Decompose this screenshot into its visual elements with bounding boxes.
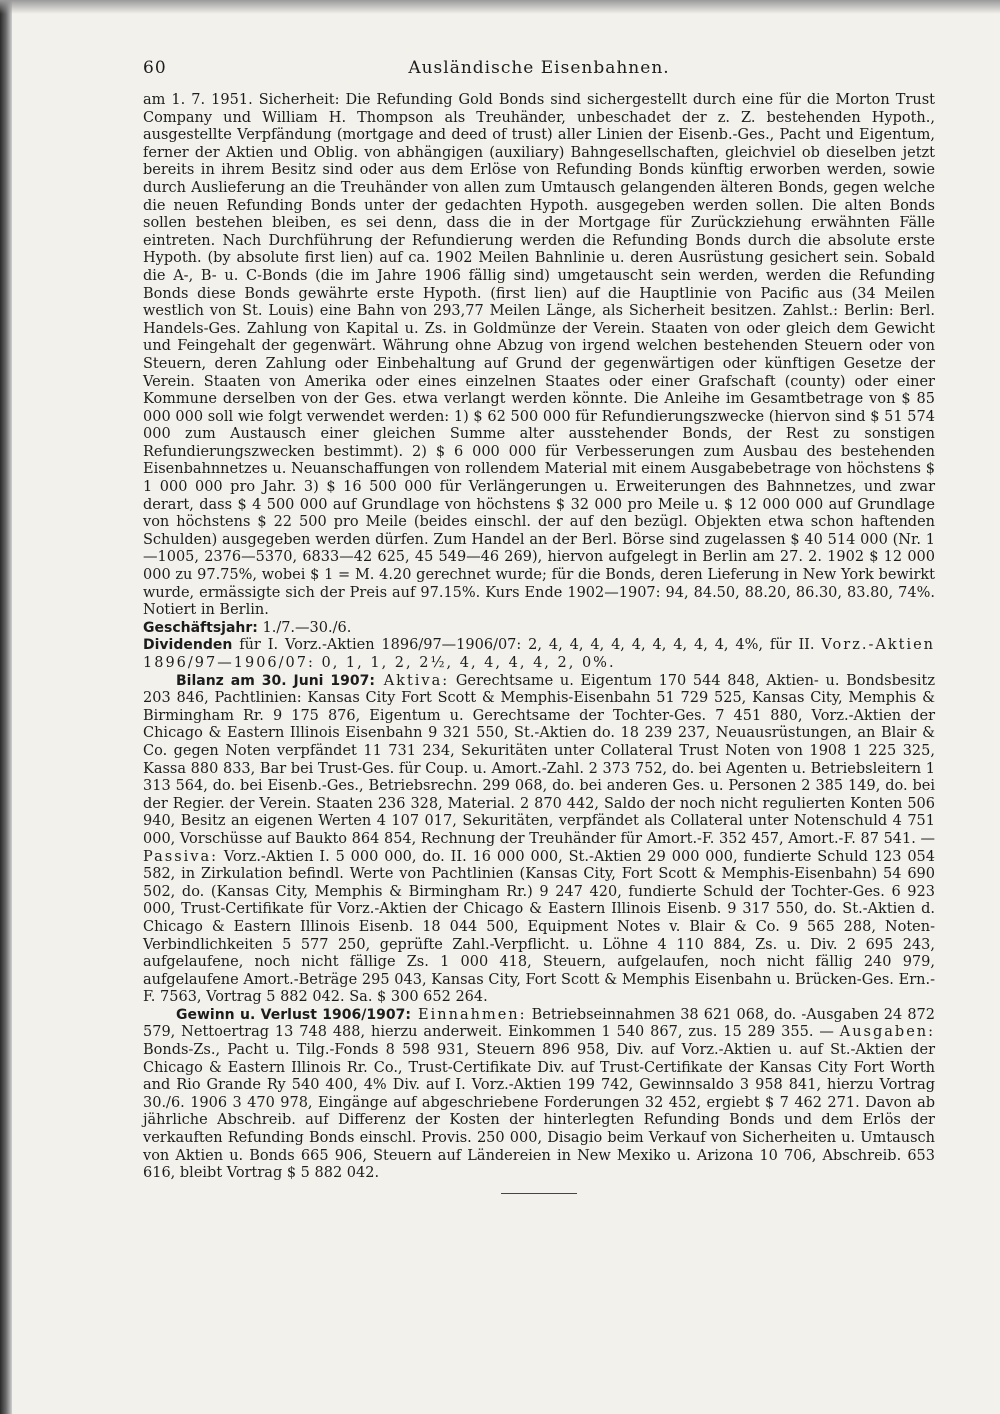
expenses-text: Bonds-Zs., Pacht u. Tilg.-Fonds 8 598 931, Steuern 896 958, Div. auf Vorz.-Aktien u. auf St.-Aktien der Chicago & Eastern Illinois Rr. Co., Trust-Certifikate Div. auf Trust-Certifikate der Kansas City Fort Worth and Rio Grande Ry 540 400, 4% Div. auf I. Vorz.-Aktien 199 742, Gewinnsaldo 3 958 841, hierzu Vortrag 30./6. 1906 3 470 978, Eingänge auf abgeschriebene Forderungen 32 452, ergiebt $ 7 462 271. Davon ab jährliche Abschreib. auf Differenz der Kosten der hinterlegten Refunding Bonds und dem Erlös der verkauften Refunding Bonds einschl. Provis. 250 000, Disagio beim Verkauf von Sicherheiten u. Umtausch von Aktien u. Bonds 665 906, Steuern auf Ländereien in New Mexiko u. Arizona 10 706, Abschreib. 653 616, bleibt Vortrag $ 5 882 042. [143,1042,935,1182]
assets-text: Gerechtsame u. Eigentum 170 544 848, Aktien- u. Bondsbesitz 203 846, Pachtlinien: Kansas City Fort Scott & Memphis-Eisenbahn 51 729 525, Kansas City, Memphis & Birmingham Rr. 9 175 876, Eigentum u. Gerechtsame der Tochter-Ges. 7 451 880, Vorz.-Aktien der Chicago & Eastern Illinois Eisenbahn 9 321 550, St.-Aktien do. 18 239 237, Neuausrüstungen, an Blair & Co. gegen Noten verpfändet 11 731 234, Sekuritäten unter Collateral Trust Noten von 1908 1 225 325, Kassa 880 833, Bar bei Trust-Ges. für Coup. u. Amort.-Zahl. 2 373 752, do. bei Agenten u. Betriebsleitern 1 313 564, do. bei Eisenb.-Ges., Betriebsrechn. 299 068, do. bei anderen Ges. u. Personen 2 385 149, do. bei der Regier. der Verein. Staaten 236 328, Material. 2 870 442, Saldo der noch nicht regulierten Konten 506 940, Besitz an eigenen Werten 4 107 017, Sekuritäten, verpfändet als Collateral unter Notenschuld 4 751 000, Vorschüsse auf Baukto 864 854, Rechnung der Treuhänder für Amort.-F. 352 457, Amort.-F. 87 541. — [143,672,935,847]
fiscal-year-text: 1./7.—30./6. [257,619,352,636]
expenses-label: Ausgaben: [839,1024,935,1041]
dividends-text-a: für I. Vorz.-Aktien 1896/97—1906/07: 2, 4, 4, 4, 4, 4, 4, 4, 4, 4, 4%, für II. [232,637,822,654]
page-header [143,58,935,86]
bond-security-paragraph: am 1. 7. 1951. Sicherheit: Die Refunding Gold Bonds sind sichergestellt durch eine für die Morton Trust Company und William H. Thompson als Treuhänder, unbeschadet der z. Z. bestehenden Hypoth., ausgestellte Verpfändung (mortgage and deed of trust) aller Linien der Eisenb.-Ges., Pacht und Eigentum, ferner der Aktien und Oblig. von abhängigen (auxiliary) Bahngesellschaften, gleichviel ob dieselben jetzt bereits in ihrem Besitz sind oder aus dem Erlöse von Refunding Bonds künftig erworben werden, sowie durch Auslieferung an die Treuhänder von allen zum Umtausch gelangenden älteren Bonds, gegen welche die neuen Refunding Bonds unter der gedachten Hypoth. ausgegeben werden sollen. Die alten Bonds sollen bestehen bleiben, es sei denn, dass die in der Mortgage für Zurückziehung erwähnten Fälle eintreten. Nach Durchführung der Refundierung werden die Refunding Bonds durch die absolute erste Hypoth. (by absolute first lien) auf ca. 1902 Meilen Bahnlinie u. deren Ausrüstung gesichert sein. Sobald die A-, B- u. C-Bonds (die im Jahre 1906 fällig sind) umgetauscht sein werden, werden die Refunding Bonds diese Bonds gewährte erste Hypoth. (first lien) auf die Hauptlinie von Pacific aus (34 Meilen westlich von St. Louis) eine Bahn von 293,77 Meilen Länge, als Sicherheit besitzen. Zahlst.: Berlin: Berl. Handels-Ges. Zahlung von Kapital u. Zs. in Goldmünze der Verein. Staaten von oder gleich dem Gewicht und Feingehalt der gegenwärt. Währung ohne Abzug von irgend welchen bestehenden Steuern oder von Steuern, deren Zahlung oder Einbehaltung auf Grund der gegenwärtigen oder künftigen Gesetze der Verein. Staaten von Amerika oder eines einzelnen Staates oder einer Grafschaft (county) oder einer Kommune derselben von der Ges. etwa verlangt werden könnte. Die Anleihe im Gesamtbetrage von $ 85 000 000 soll wie folgt verwendet werden: 1) $ 62 500 000 für Refundierungszwecke (hiervon sind $ 51 574 000 zum Austausch einer gleichen Summe alter ausstehender Bonds, der Rest zu sonstigen Refundierungszwecken bestimmt). 2) $ 6 000 000 für Verbesserungen zum Ausbau des bestehenden Eisenbahnnetzes u. Neuanschaffungen von rollendem Material mit einem Ausgabebetrage von höchstens $ 1 000 000 pro Jahr. 3) $ 16 500 000 für Verlängerungen u. Erweiterungen des Bahnnetzes, und zwar derart, dass $ 4 500 000 auf Grundlage von höchstens $ 32 000 pro Meile u. $ 12 000 000 auf Grundlage von höchstens $ 22 500 pro Meile (beides einschl. der auf den bezügl. Objekten etwa schon haftenden Schulden) ausgegeben werden dürfen. Zum Handel an der Berl. Börse sind zugelassen $ 40 514 000 (Nr. 1—1005, 2376—5370, 6833—42 625, 45 549—46 269), hiervon aufgelegt in Berlin am 27. 2. 1902 $ 12 000 000 zu 97.75%, wobei $ 1 = M. 4.20 gerechnet wurde; für die Bonds, deren Lieferung in New York bewirkt wurde, ermässigte sich der Preis auf 97.15%. Kurs Ende 1902—1907: 94, 84.50, 88.20, 86.30, 83.80, 74%. Notiert in Berlin. [143,92,935,619]
income-label: Einnahmen: [410,1006,527,1023]
fiscal-year-heading: Geschäftsjahr: [143,619,258,636]
profit-loss-paragraph [143,1007,935,1183]
dividends-text-b: Vorz.-Aktien 1896/97—1906/07: 0, 1, 1, 2, 2½, 4, 4, 4, 4, 2, 0%. [143,637,935,671]
balance-sheet-heading: Bilanz am 30. Juni 1907: [176,672,375,689]
page-content [143,58,935,1194]
fiscal-year-paragraph [143,620,935,638]
liabilities-text: Vorz.-Aktien I. 5 000 000, do. II. 16 000 000, St.-Aktien 29 000 000, fundierte Schuld 123 054 582, in Zirkulation befindl. Werte von Pachtlinien (Kansas City, Fort Scott & Memphis-Eisenbahn) 54 690 502, do. (Kansas City, Memphis & Birmingham Rr.) 9 247 420, fundierte Schuld der Tochter-Ges. 6 923 000, Trust-Certifikate für Vorz.-Aktien der Chicago & Eastern Illinois Eisenb. 9 317 550, do. St.-Aktien d. Chicago & Eastern Illinois Eisenb. 18 044 500, Equipment Notes v. Blair & Co. 9 565 288, Noten-Verbindlichkeiten 5 577 250, geprüfte Zahl.-Verpflicht. u. Löhne 4 110 884, Zs. u. Div. 2 695 243, aufgelaufene, noch nicht fällige Zs. 1 000 418, Steuern, aufgelaufen, noch nicht fällig 240 979, aufgelaufene Amort.-Beträge 295 043, Kansas City, Fort Scott & Memphis Eisenbahn u. Brücken-Ges. Ern.-F. 7563, Vortrag 5 882 042. Sa. $ 300 652 264. [143,848,935,1006]
profit-loss-heading: Gewinn u. Verlust 1906/1907: [176,1006,411,1023]
dividends-paragraph [143,637,935,672]
page-number: 60 [143,58,167,78]
top-edge-shadow [0,0,1000,14]
balance-sheet-paragraph [143,673,935,1007]
running-title: Ausländische Eisenbahnen. [408,58,670,78]
dividends-heading: Dividenden [143,637,233,654]
book-gutter-shadow [0,0,12,1414]
income-text: Betriebseinnahmen 38 621 068, do. -Ausgaben 24 872 579, Nettoertrag 13 748 488, hierzu anderweit. Einkommen 1 540 867, zus. 15 289 355. — [143,1006,935,1041]
liabilities-label: Passiva: [143,848,218,865]
assets-label: Aktiva: [375,672,450,689]
section-end-rule [501,1193,577,1194]
